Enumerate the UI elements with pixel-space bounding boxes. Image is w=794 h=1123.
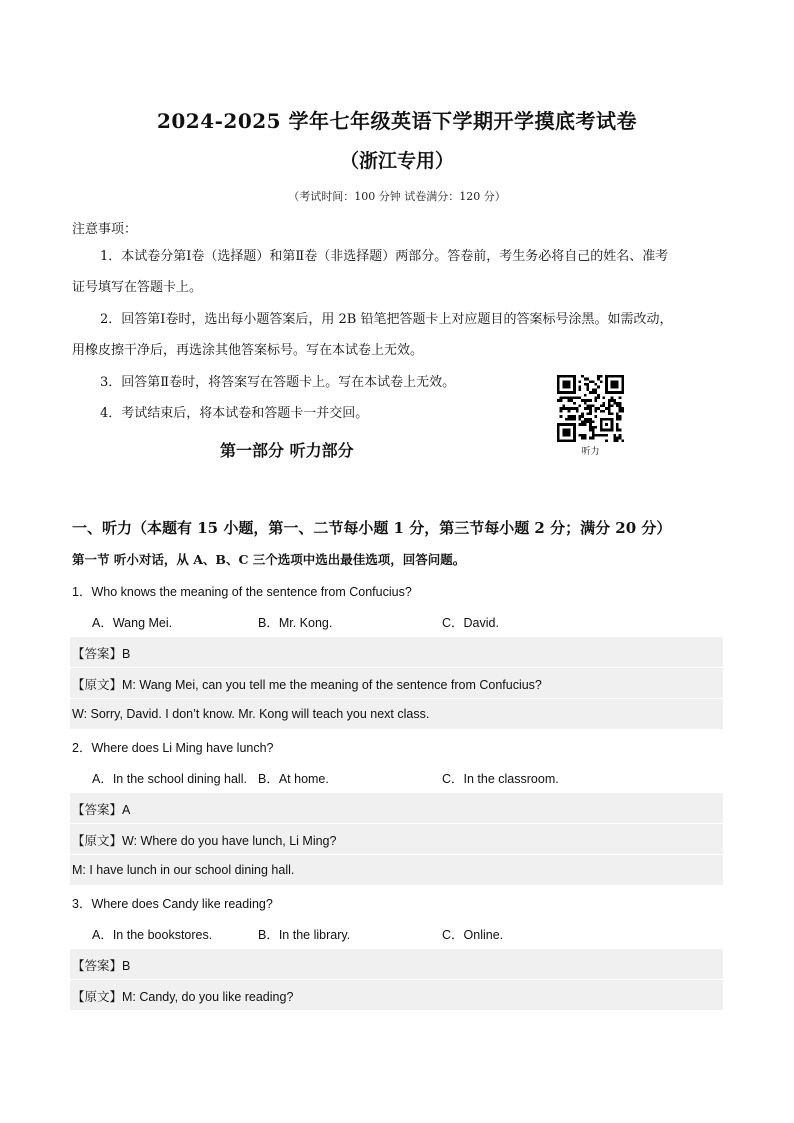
question-2-option-b: B．At home. [258,772,329,786]
question-2-stem: 2．Where does Li Ming have lunch? [72,741,274,755]
question-2-transcript-1: 【原文】W: Where do you have lunch, Li Ming? [72,834,337,848]
note-2-line-1: 2．回答第Ⅰ卷时，选出每小题答案后，用 2B 铅笔把答题卡上对应题目的答案标号涂黑。如需改动， [100,312,673,327]
part-title: 第一部分 听力部分 [220,441,354,460]
question-3-transcript-1: 【原文】M: Candy, do you like reading? [72,990,294,1004]
question-1-transcript-2: W: Sorry, David. I don’t know. Mr. Kong will teach you next class. [72,707,430,721]
exam-info: （考试时间：100 分钟 试卷满分：120 分） [288,190,506,203]
question-1-option-c: C．David. [442,616,499,630]
qr-code [557,375,624,442]
question-2-option-a: A．In the school dining hall. [92,772,247,786]
note-3-line: 3．回答第Ⅱ卷时，将答案写在答题卡上。写在本试卷上无效。 [100,375,456,390]
note-1 [72,241,724,303]
note-2-line-2: 用橡皮擦干净后，再选涂其他答案标号。写在本试卷上无效。 [72,343,424,358]
question-1-stem: 1．Who knows the meaning of the sentence from Confucius? [72,585,412,599]
question-1-option-a: A．Wang Mei. [92,616,173,630]
question-3-option-a: A．In the bookstores. [92,928,213,942]
notes-heading: 注意事项： [72,222,138,237]
page-subtitle: （浙江专用） [339,150,454,172]
section-title: 一、听力（本题有 15 小题，第一、二节每小题 1 分，第三节每小题 2 分；满分 20 分） [72,519,672,537]
qr-label: 听力 [581,447,600,457]
question-3-option-c: C．Online. [442,928,504,942]
question-2-answer-bg [70,793,723,823]
question-2-transcript-2: M: I have lunch in our school dining hall. [72,863,295,877]
note-2 [72,304,724,366]
question-3-answer: 【答案】B [72,959,131,973]
subsection-title: 第一节 听小对话，从 A、B、C 三个选项中选出最佳选项，回答问题。 [72,552,466,567]
question-1-transcript-1: 【原文】M: Wang Mei, can you tell me the meaning of the sentence from Confucius? [72,678,542,692]
note-4-line: 4．考试结束后，将本试卷和答题卡一并交回。 [100,406,369,421]
question-2-option-c: C．In the classroom. [442,772,559,786]
note-3 [72,367,542,398]
question-3-answer-bg [70,949,723,979]
question-3-option-b: B．In the library. [258,928,351,942]
note-1-line-2: 证号填写在答题卡上。 [72,280,203,295]
note-1-line-1: 1．本试卷分第Ⅰ卷（选择题）和第Ⅱ卷（非选择题）两部分。答卷前，考生务必将自己的姓名、准考 [100,249,669,264]
question-2-answer: 【答案】A [72,803,131,817]
question-1-option-b: B．Mr. Kong. [258,616,333,630]
note-4 [72,398,542,429]
page-title: 2024-2025 学年七年级英语下学期开学摸底考试卷 [156,109,638,133]
question-3-stem: 3．Where does Candy like reading? [72,897,273,911]
question-1-answer-bg [70,637,723,667]
question-1-answer: 【答案】B [72,647,131,661]
